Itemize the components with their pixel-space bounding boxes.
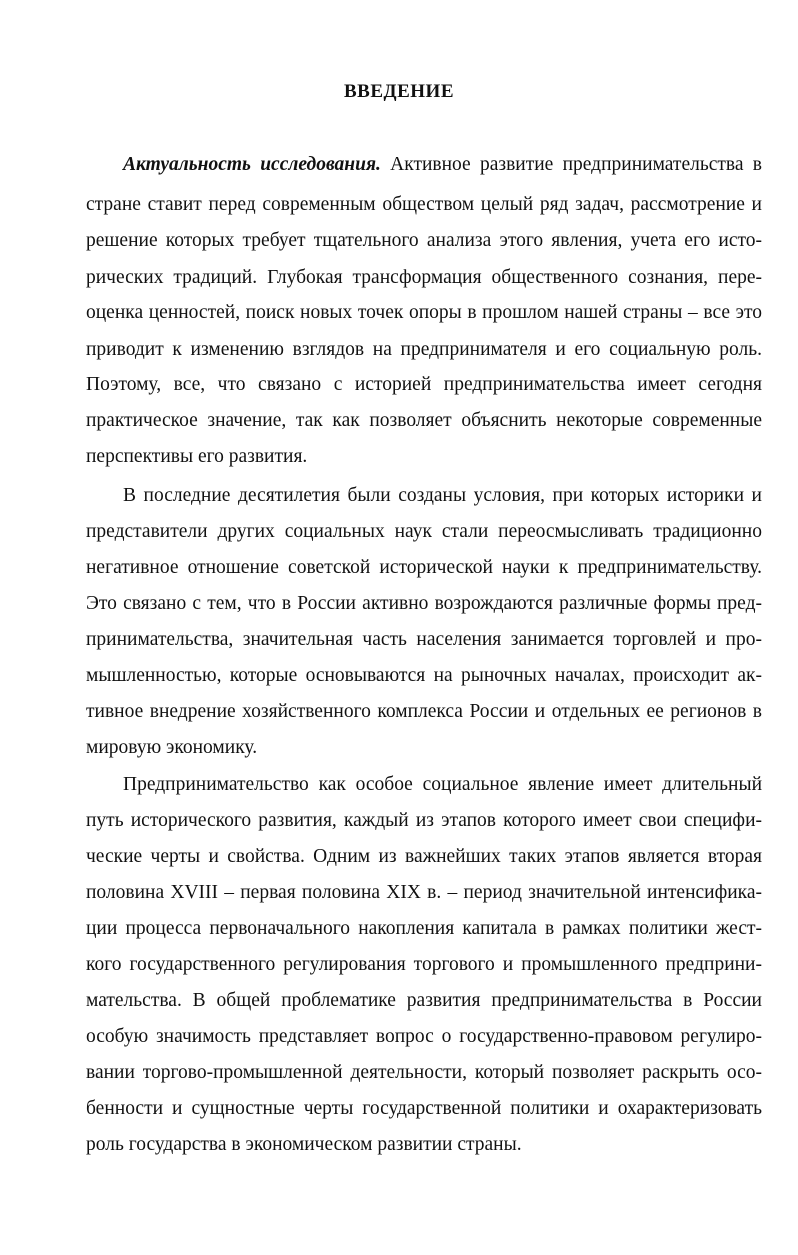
paragraph-line: особую значимость представляет вопрос о государственно-правовом регулиро- (86, 1026, 762, 1047)
paragraph-line: перспективы его развития. (86, 446, 308, 467)
paragraph-line: рических традиций. Глубокая трансформация общественного сознания, пере- (86, 267, 762, 288)
paragraph-line: В последние десятилетия были созданы условия, при которых историки и (123, 485, 762, 506)
paragraph-line: путь исторического развития, каждый из этапов которого имеет свои специфи- (86, 810, 762, 831)
paragraph-line: бенности и сущностные черты государственной политики и охарактеризовать (86, 1098, 762, 1119)
paragraph-line: негативное отношение советской исторической науки к предпринимательству. (86, 557, 762, 578)
paragraph-line: мировую экономику. (86, 737, 258, 758)
paragraph-line: ции процесса первоначального накопления капитала в рамках политики жест- (86, 918, 762, 939)
paragraph-line: вании торгово-промышленной деятельности, который позволяет раскрыть осо- (86, 1062, 762, 1083)
paragraph-line: приводит к изменению взглядов на предпринимателя и его социальную роль. (86, 339, 762, 360)
paragraph-line: оценка ценностей, поиск новых точек опоры в прошлом нашей страны – все это (86, 302, 762, 323)
paragraph-line: половина XVIII – первая половина XIX в. – период значительной интенсифика- (86, 882, 762, 903)
paragraph-line: Предпринимательство как особое социальное явление имеет длительный (123, 774, 762, 795)
paragraph-line: тивное внедрение хозяйственного комплекса России и отдельных ее регионов в (86, 701, 762, 722)
paragraph-line: Актуальность исследования. Активное развитие предпринимательства в (123, 154, 762, 175)
page-title: ВВЕДЕНИЕ (344, 81, 454, 102)
relevance-lead: Актуальность исследования. (123, 154, 381, 175)
paragraph-line: представители других социальных наук стали переосмысливать традиционно (86, 521, 762, 542)
paragraph-line: стране ставит перед современным обществом целый ряд задач, рассмотрение и (86, 194, 762, 215)
paragraph-line: мышленностью, которые основываются на рыночных началах, происходит ак- (86, 665, 762, 686)
paragraph-line: принимательства, значительная часть населения занимается торговлей и про- (86, 629, 762, 650)
paragraph-line: роль государства в экономическом развитии страны. (86, 1134, 522, 1155)
paragraph-line: Это связано с тем, что в России активно возрождаются различные формы пред- (86, 593, 762, 614)
paragraph-line: мательства. В общей проблематике развития предпринимательства в России (86, 990, 762, 1011)
paragraph-line: практическое значение, так как позволяет объяснить некоторые современные (86, 410, 762, 431)
paragraph-line: Поэтому, все, что связано с историей предпринимательства имеет сегодня (86, 374, 762, 395)
paragraph-line: кого государственного регулирования торгового и промышленного предприни- (86, 954, 762, 975)
paragraph-line: ческие черты и свойства. Одним из важнейших таких этапов является вторая (86, 846, 762, 867)
paragraph-line: решение которых требует тщательного анализа этого явления, учета его исто- (86, 230, 762, 251)
